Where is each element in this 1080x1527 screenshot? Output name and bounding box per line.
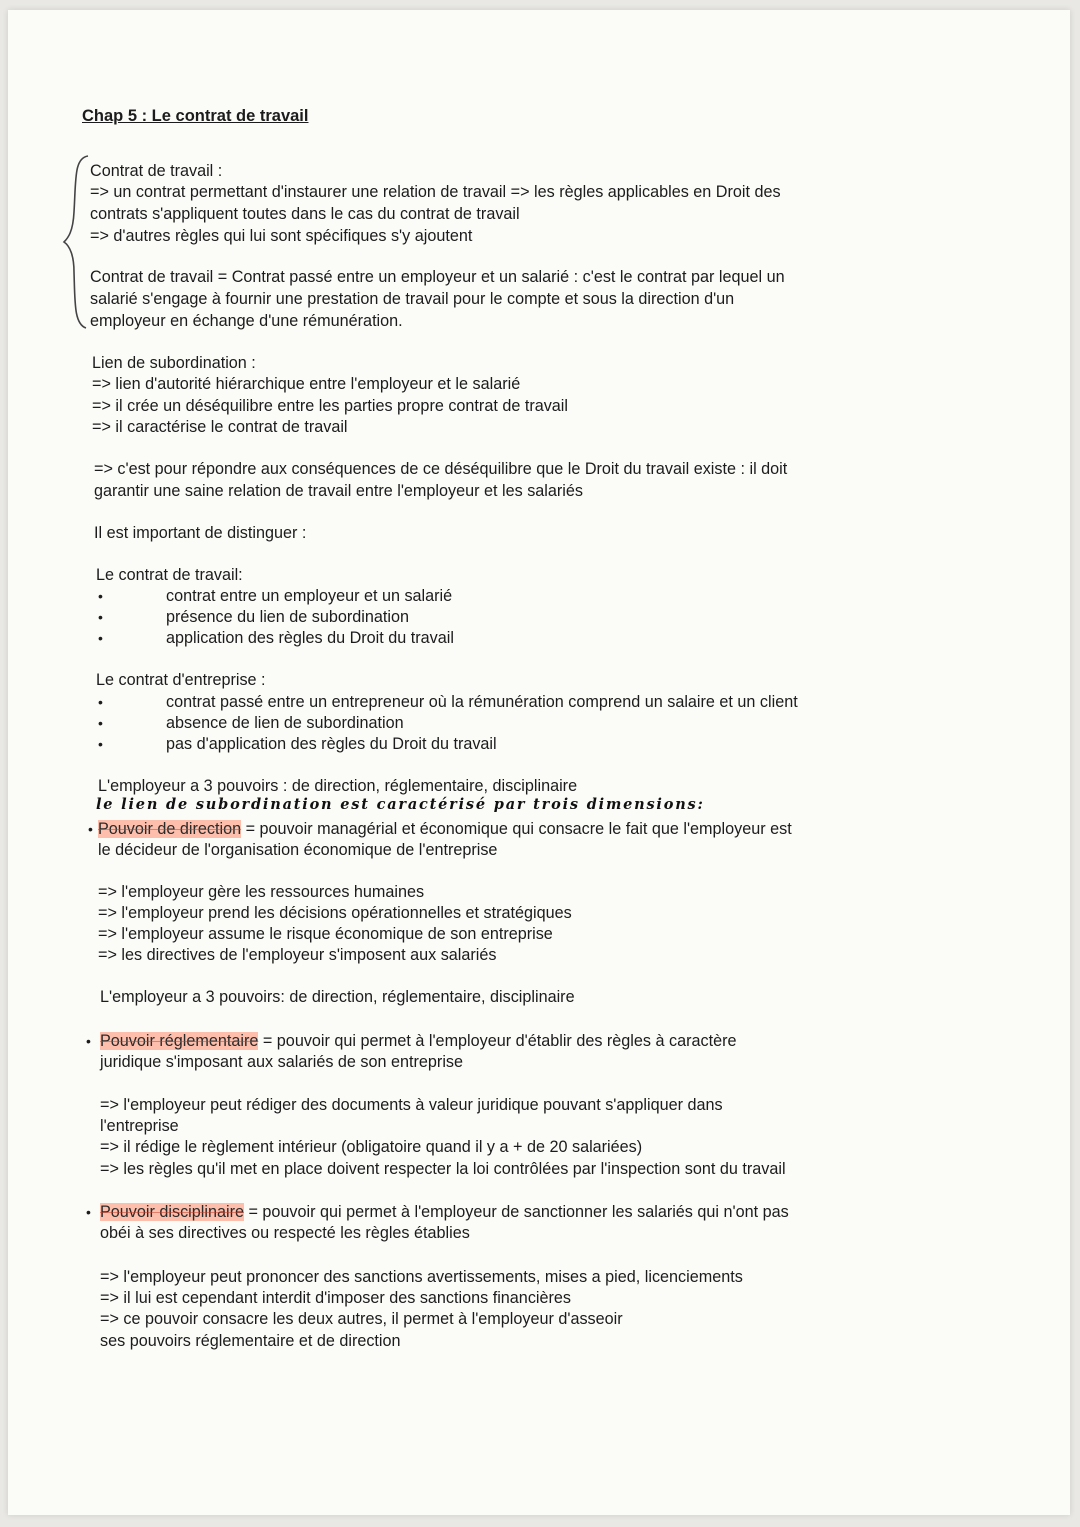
list-bullet: •	[98, 694, 103, 710]
direction-def: = pouvoir managérial et économique qui consacre le fait que l'employeur est	[241, 820, 792, 838]
highlight-reglementaire: Pouvoir réglementaire	[100, 1032, 259, 1050]
highlight-direction: Pouvoir de direction	[98, 820, 242, 838]
list-item: contrat passé entre un entrepreneur où la rémunération comprend un salaire et un client	[166, 693, 798, 711]
section-bullet: •	[86, 1033, 91, 1049]
page-title: Chap 5 : Le contrat de travail	[82, 107, 309, 125]
definition-line: salarié s'engage à fournir une prestation de travail pour le compte et sous la direction d'un	[90, 290, 735, 308]
reglementaire-point: => l'employeur peut rédiger des documents à valeur juridique pouvant s'appliquer dans	[100, 1096, 723, 1114]
disciplinaire-point: ses pouvoirs réglementaire et de direction	[100, 1332, 401, 1350]
intro-line: => un contrat permettant d'instaurer une relation de travail => les règles applicables en Droit des	[90, 183, 781, 201]
list-bullet: •	[98, 588, 103, 604]
list-item: absence de lien de subordination	[166, 714, 404, 732]
reglementaire-def-line: juridique s'imposant aux salariés de son entreprise	[100, 1053, 464, 1071]
list-bullet: •	[98, 609, 103, 625]
disciplinaire-point: => l'employeur peut prononcer des sanctions avertissements, mises a pied, licenciements	[100, 1268, 743, 1286]
pouvoirs-intro: L'employeur a 3 pouvoirs : de direction, réglementaire, disciplinaire	[98, 777, 578, 795]
droit-line: => c'est pour répondre aux conséquences de ce déséquilibre que le Droit du travail existe : il doit	[94, 460, 788, 478]
direction-point: => les directives de l'employeur s'imposent aux salariés	[98, 946, 497, 964]
handwritten-note: le lien de subordination est caractérisé par trois dimensions:	[96, 796, 705, 813]
list-bullet: •	[98, 736, 103, 752]
subordination-line: => il crée un déséquilibre entre les parties propre contrat de travail	[92, 397, 568, 415]
list-bullet: •	[98, 630, 103, 646]
handwritten-brace	[62, 152, 92, 332]
list-item: pas d'application des règles du Droit du travail	[166, 735, 497, 753]
disciplinaire-point: => ce pouvoir consacre les deux autres, il permet à l'employeur d'asseoir	[100, 1310, 623, 1328]
reglementaire-definition	[100, 1031, 736, 1052]
section-bullet: •	[86, 1204, 91, 1220]
section-bullet: •	[88, 821, 93, 837]
list-bullet: •	[98, 715, 103, 731]
pouvoirs-repeat: L'employeur a 3 pouvoirs: de direction, réglementaire, disciplinaire	[100, 988, 575, 1006]
highlight-disciplinaire: Pouvoir disciplinaire	[100, 1203, 244, 1221]
disciplinaire-def-line: obéi à ses directives ou respecté les règles établies	[100, 1224, 470, 1242]
intro-line: Contrat de travail :	[90, 162, 223, 180]
subordination-heading: Lien de subordination :	[92, 354, 256, 372]
disciplinaire-definition	[100, 1202, 789, 1223]
definition-line: employeur en échange d'une rémunération.	[90, 312, 403, 330]
direction-def-line: le décideur de l'organisation économique de l'entreprise	[98, 841, 498, 859]
direction-definition	[98, 819, 792, 840]
reglementaire-def: = pouvoir qui permet à l'employeur d'établir des règles à caractère	[258, 1032, 737, 1050]
list-item: présence du lien de subordination	[166, 608, 409, 626]
distinguish-text: Il est important de distinguer :	[94, 524, 307, 542]
definition-line: Contrat de travail = Contrat passé entre un employeur et un salarié : c'est le contrat par lequel un	[90, 268, 785, 286]
intro-line: => d'autres règles qui lui sont spécifiques s'y ajoutent	[90, 227, 473, 245]
droit-line: garantir une saine relation de travail entre l'employeur et les salariés	[94, 482, 583, 500]
direction-point: => l'employeur gère les ressources humaines	[98, 883, 425, 901]
reglementaire-point: l'entreprise	[100, 1117, 179, 1135]
subordination-line: => il caractérise le contrat de travail	[92, 418, 348, 436]
disciplinaire-def: = pouvoir qui permet à l'employeur de sanctionner les salariés qui n'ont pas	[243, 1203, 789, 1221]
list-item: contrat entre un employeur et un salarié	[166, 587, 453, 605]
contrat-travail-heading: Le contrat de travail:	[96, 566, 243, 584]
disciplinaire-point: => il lui est cependant interdit d'imposer des sanctions financières	[100, 1289, 571, 1307]
intro-line: contrats s'appliquent toutes dans le cas du contrat de travail	[90, 205, 520, 223]
direction-point: => l'employeur prend les décisions opérationnelles et stratégiques	[98, 904, 572, 922]
reglementaire-point: => les règles qu'il met en place doivent respecter la loi contrôlées par l'inspection sont du travail	[100, 1160, 786, 1178]
contrat-entreprise-heading: Le contrat d'entreprise :	[96, 671, 266, 689]
reglementaire-point: => il rédige le règlement intérieur (obligatoire quand il y a + de 20 salariées)	[100, 1138, 643, 1156]
list-item: application des règles du Droit du travail	[166, 629, 454, 647]
subordination-line: => lien d'autorité hiérarchique entre l'employeur et le salarié	[92, 375, 521, 393]
direction-point: => l'employeur assume le risque économique de son entreprise	[98, 925, 553, 943]
